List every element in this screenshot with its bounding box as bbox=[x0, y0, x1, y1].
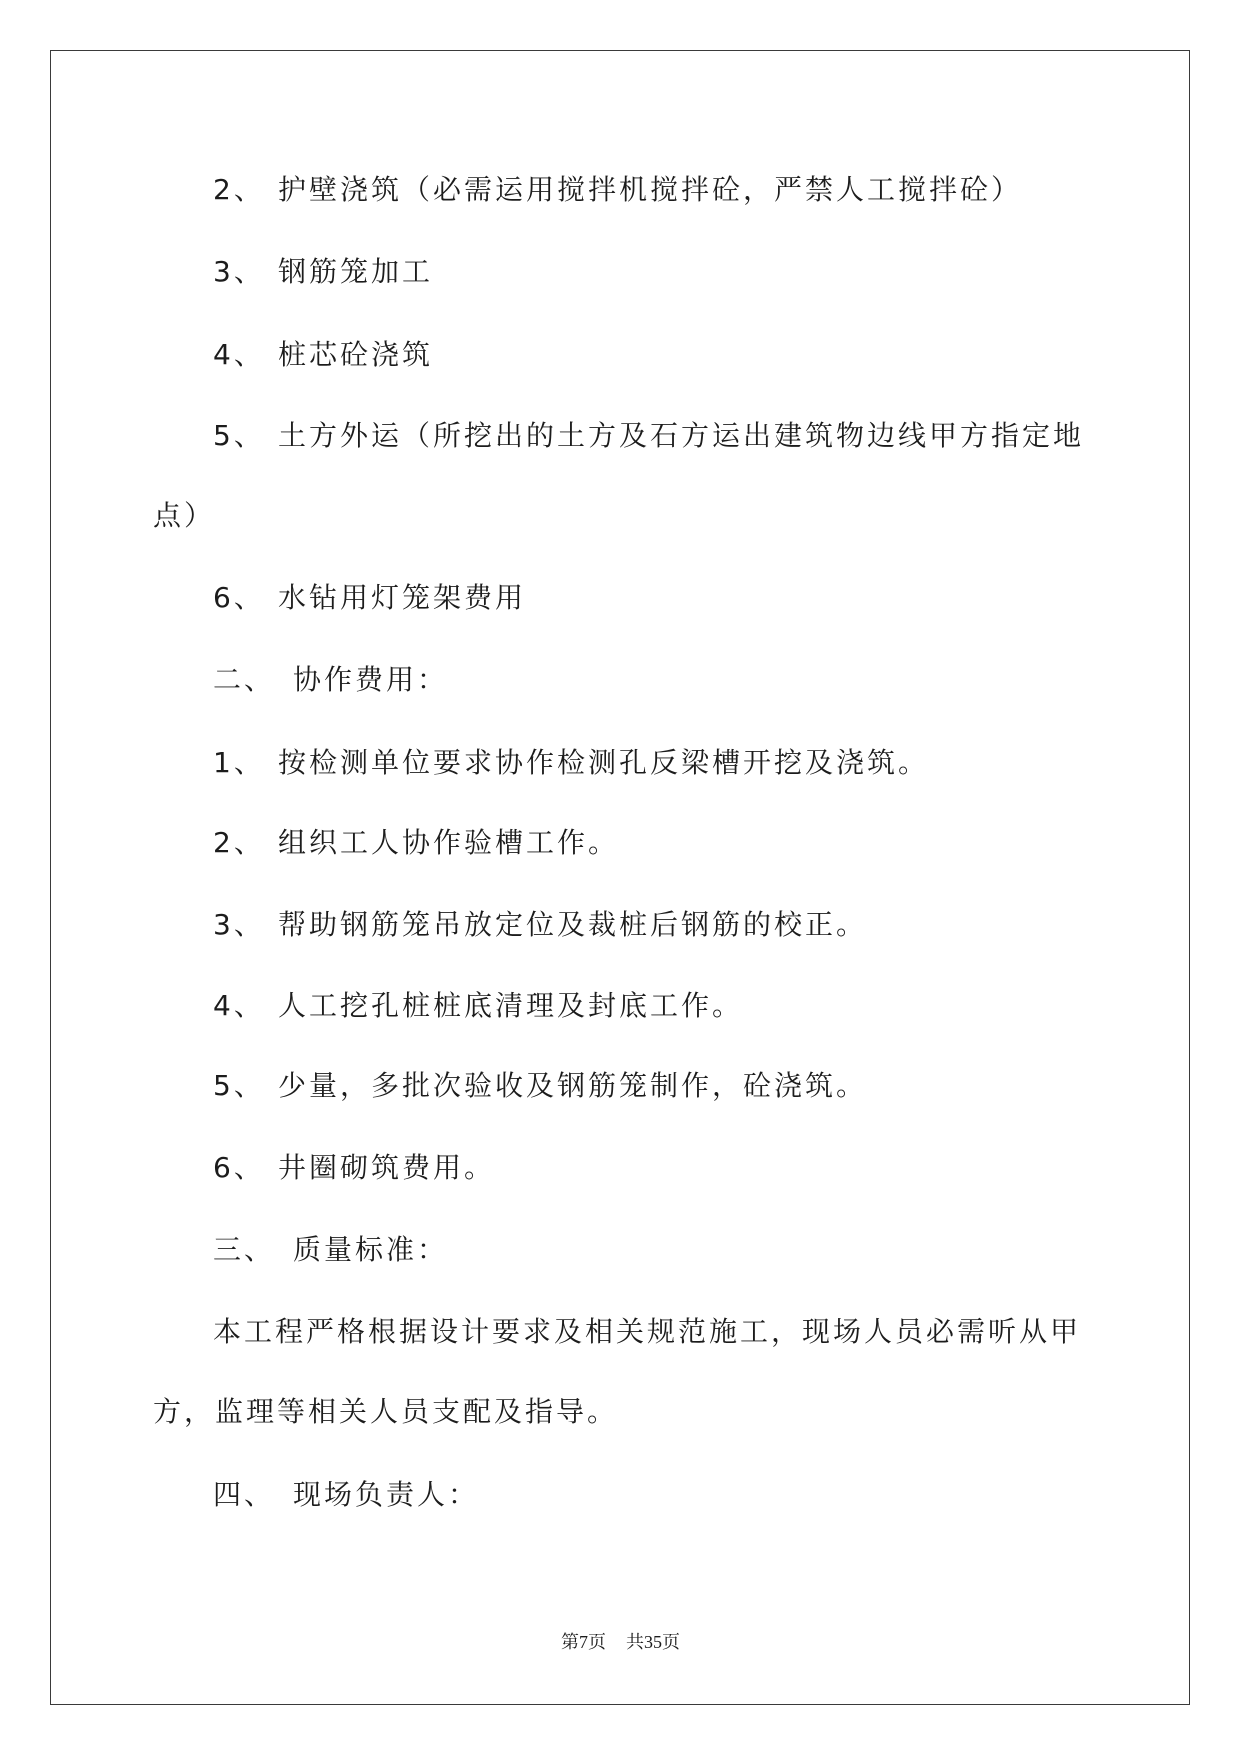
page-footer bbox=[0, 1630, 1241, 1654]
list-marker: 1、 bbox=[213, 746, 265, 779]
list-marker: 4、 bbox=[213, 989, 265, 1022]
list-item bbox=[0, 170, 1241, 210]
list-marker: 4、 bbox=[213, 338, 265, 371]
list-item bbox=[0, 416, 1241, 456]
list-item bbox=[0, 578, 1241, 618]
list-item-text: 帮助钢筋笼吊放定位及裁桩后钢筋的校正。 bbox=[278, 908, 868, 941]
list-item bbox=[0, 335, 1241, 375]
page-border bbox=[50, 50, 1190, 1705]
list-item-text: 护壁浇筑（必需运用搅拌机搅拌砼，严禁人工搅拌砼） bbox=[278, 173, 1023, 206]
list-item-text: 土方外运（所挖出的土方及石方运出建筑物边线甲方指定地 bbox=[278, 419, 1085, 452]
page-number: 第7页 bbox=[561, 1632, 606, 1652]
list-item bbox=[0, 823, 1241, 863]
list-item-text: 钢筋笼加工 bbox=[278, 255, 434, 288]
list-item-text: 人工挖孔桩桩底清理及封底工作。 bbox=[278, 989, 744, 1022]
list-marker: 6、 bbox=[213, 581, 265, 614]
list-marker: 5、 bbox=[213, 1069, 265, 1102]
list-item-text: 桩芯砼浇筑 bbox=[278, 338, 434, 371]
section-heading bbox=[0, 660, 1241, 700]
section-number: 四、 bbox=[213, 1478, 276, 1511]
list-item-text: 按检测单位要求协作检测孔反梁槽开挖及浇筑。 bbox=[278, 746, 930, 779]
list-item-text: 组织工人协作验槽工作。 bbox=[278, 826, 620, 859]
list-marker: 2、 bbox=[213, 826, 265, 859]
paragraph-line: 点） bbox=[153, 499, 216, 532]
list-item bbox=[0, 986, 1241, 1026]
list-item-text: 水钻用灯笼架费用 bbox=[278, 581, 527, 614]
list-marker: 5、 bbox=[213, 419, 265, 452]
list-item bbox=[0, 1066, 1241, 1106]
section-number: 二、 bbox=[213, 663, 276, 696]
section-title: 质量标准： bbox=[293, 1233, 449, 1266]
section-heading bbox=[0, 1230, 1241, 1270]
list-marker: 3、 bbox=[213, 255, 265, 288]
page-total: 共35页 bbox=[626, 1632, 680, 1652]
list-item bbox=[0, 905, 1241, 945]
list-item bbox=[0, 252, 1241, 292]
paragraph-line: 方，监理等相关人员支配及指导。 bbox=[153, 1395, 619, 1428]
section-heading bbox=[0, 1475, 1241, 1515]
list-item-text: 井圈砌筑费用。 bbox=[278, 1151, 496, 1184]
list-item-text: 少量，多批次验收及钢筋笼制作，砼浇筑。 bbox=[278, 1069, 868, 1102]
list-marker: 3、 bbox=[213, 908, 265, 941]
section-title: 现场负责人： bbox=[293, 1478, 480, 1511]
list-item bbox=[0, 1148, 1241, 1188]
section-number: 三、 bbox=[213, 1233, 276, 1266]
list-marker: 6、 bbox=[213, 1151, 265, 1184]
list-item bbox=[0, 743, 1241, 783]
list-marker: 2、 bbox=[213, 173, 265, 206]
paragraph-line: 本工程严格根据设计要求及相关规范施工，现场人员必需听从甲 bbox=[213, 1315, 1082, 1348]
section-title: 协作费用： bbox=[293, 663, 449, 696]
